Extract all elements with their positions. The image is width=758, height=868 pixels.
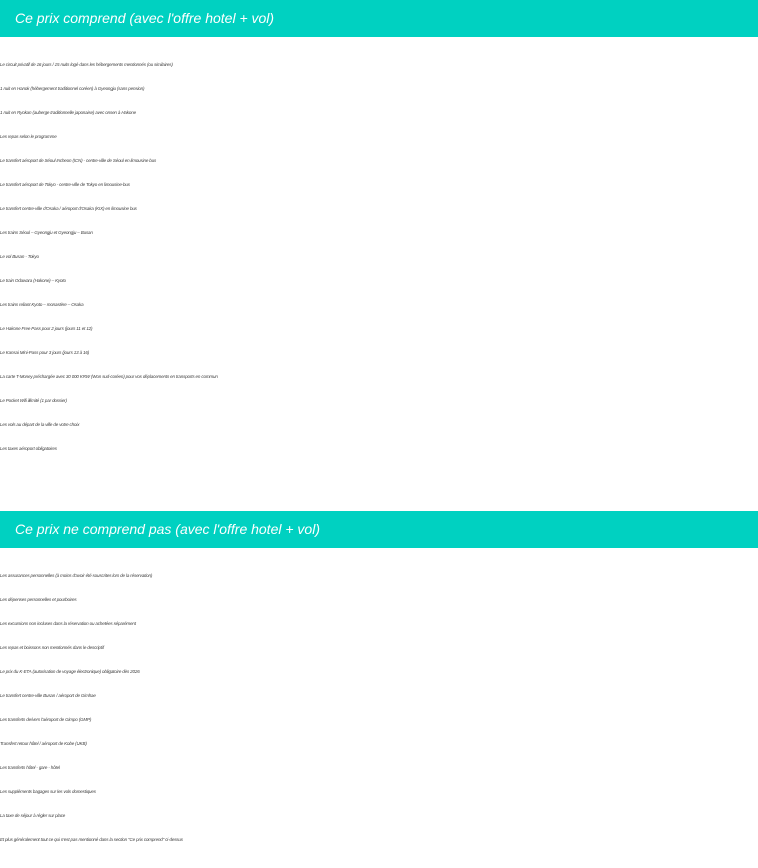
list-item: Les repas et boissons non mentionnés dans le descriptif xyxy=(0,645,104,650)
list-item: Les trains Séoul – Gyeongju et Gyeongju – Busan xyxy=(0,230,93,235)
list-item: Le train Odawara (Hakone) – Kyoto xyxy=(0,278,66,283)
excluded-list xyxy=(0,564,758,852)
list-item: Transfert retour hôtel / aéroport de Kobe (UKB) xyxy=(0,741,87,746)
list-item: Les assurances personnelles (à moins d'avoir été souscrites lors de la réservation) xyxy=(0,573,153,578)
list-item: Les dépenses personnelles et pourboires xyxy=(0,597,77,602)
list-item: Et plus généralement tout ce qui n'est pas mentionné dans la section "Ce prix comprend" ci-dessus xyxy=(0,837,183,842)
list-item: Le transfert aéroport de Tokyo - centre-ville de Tokyo en limousine-bus xyxy=(0,182,130,187)
list-item: La taxe de séjour à régler sur place xyxy=(0,813,66,818)
list-item: Les transferts hôtel - gare - hôtel xyxy=(0,765,60,770)
list-item: La carte T-Money préchargée avec 30 000 KRW (Won sud-coréen) pour vos déplacements en transports en commun xyxy=(0,374,218,379)
list-item: Les trains reliant Kyoto – monastère – Osaka xyxy=(0,302,84,307)
list-item: 1 nuit en Hanok (hébergement traditionnel coréen) à Gyeongju (sans pension) xyxy=(0,86,145,91)
list-item: Le transfert centre-ville d'Osaka / aéroport d'Osaka (KIX) en limousine bus xyxy=(0,206,137,211)
list-item: Les suppléments bagages sur les vols domestiques xyxy=(0,789,96,794)
list-item: Les taxes aéroport obligatoires xyxy=(0,446,57,451)
list-item: Le transfert aéroport de Séoul Incheon (ICN) - centre-ville de Séoul en limousine bus xyxy=(0,158,157,163)
included-section-title: Ce prix comprend (avec l'offre hotel + vol) xyxy=(0,0,758,37)
list-item: Le Pocket Wifi illimité (1 par dossier) xyxy=(0,398,67,403)
list-item: Le Kansai Mini-Pass pour 3 jours (jours 13 à 16) xyxy=(0,350,90,355)
list-item: Le circuit privatif de 16 jours / 15 nuits logé dans les hébergements mentionnés (ou similaires) xyxy=(0,62,173,67)
list-item: Les excursions non incluses dans la réservation ou achetées séparément xyxy=(0,621,136,626)
list-item: Le prix du K-ETA (autorisation de voyage électronique) obligatoire dès 2026 xyxy=(0,669,140,674)
list-item: Le transfert centre-ville Busan / aéroport de Gimhae xyxy=(0,693,96,698)
excluded-section xyxy=(0,511,758,852)
list-item: 1 nuit en Ryokan (auberge traditionnelle japonaise) avec onsen à Hakone xyxy=(0,110,136,115)
list-item: Le vol Busan - Tokyo xyxy=(0,254,39,259)
included-list xyxy=(0,53,758,461)
list-item: Les transferts de/vers l'aéroport de Gimpo (GMP) xyxy=(0,717,92,722)
excluded-section-title: Ce prix ne comprend pas (avec l'offre hotel + vol) xyxy=(0,511,758,548)
list-item: Les vols au départ de la ville de votre choix xyxy=(0,422,80,427)
list-item: Le Hakone Free Pass pour 2 jours (jours 11 et 12) xyxy=(0,326,93,331)
list-item: Les repas selon le programme xyxy=(0,134,57,139)
